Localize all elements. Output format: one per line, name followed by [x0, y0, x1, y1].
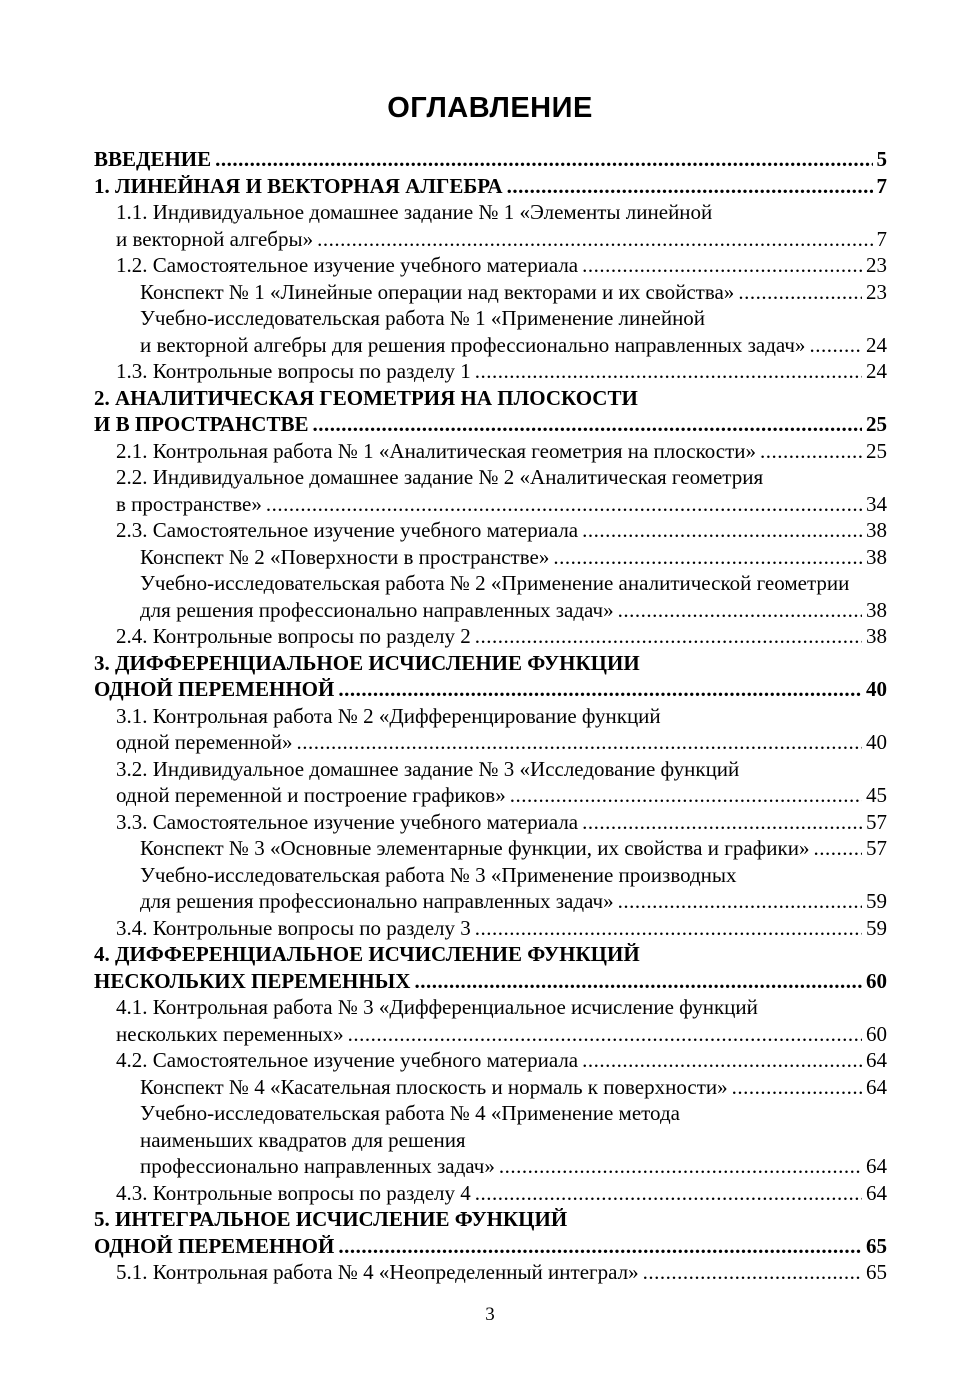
dot-leader — [215, 146, 872, 173]
toc-entry-row — [116, 915, 887, 942]
toc-page-number: 25 — [866, 412, 887, 436]
toc-entry-4-2[interactable] — [94, 1047, 887, 1074]
dot-leader — [475, 1180, 862, 1207]
toc-entry-row — [116, 226, 887, 253]
toc-entry-title: 3.4. Контрольные вопросы по разделу 3 — [116, 915, 471, 940]
page-title: ОГЛАВЛЕНИЕ — [387, 92, 593, 124]
page-number: 3 — [485, 1304, 495, 1325]
dot-leader — [414, 968, 862, 995]
toc-entry-row — [94, 411, 887, 438]
dot-leader — [582, 809, 862, 836]
toc-page-number: 38 — [866, 544, 887, 569]
toc-entry-title: НЕСКОЛЬКИХ ПЕРЕМЕННЫХ — [94, 968, 411, 993]
toc-entry-3-3-research[interactable] — [94, 862, 887, 915]
toc-entry-title: нескольких переменных» — [116, 1021, 344, 1046]
dot-leader — [809, 332, 862, 359]
toc-entry-row — [116, 1047, 887, 1074]
dot-leader — [317, 226, 872, 253]
toc-entry-title: 2.1. Контрольная работа № 1 «Аналитическая геометрия на плоскости» — [116, 438, 756, 463]
toc-entry-row — [116, 252, 887, 279]
toc-entry-title: одной переменной» — [116, 730, 293, 754]
toc-entry-title: ВВЕДЕНИЕ — [94, 147, 212, 171]
dot-leader — [475, 358, 862, 385]
toc-entry-1-2[interactable] — [94, 252, 887, 279]
toc-entry-5-1[interactable] — [94, 1259, 887, 1286]
dot-leader — [553, 544, 862, 571]
dot-leader — [643, 1259, 862, 1286]
toc-entry-row — [140, 332, 887, 359]
toc-entry-row — [94, 676, 887, 703]
toc-page-number: 60 — [866, 1021, 887, 1046]
toc-entry-row — [116, 1180, 887, 1207]
toc-entry-row — [140, 279, 887, 306]
toc-entry-title: 1.3. Контрольные вопросы по разделу 1 — [116, 359, 471, 383]
toc-entry-1-2-notes[interactable] — [94, 279, 887, 306]
dot-leader — [348, 1021, 862, 1048]
dot-leader — [499, 1153, 862, 1180]
toc-page-number: 23 — [866, 279, 887, 304]
toc-page-number: 65 — [866, 1260, 887, 1284]
toc-entry-chapter-4[interactable] — [94, 941, 887, 994]
toc-entry-title: профессионально направленных задач» — [140, 1154, 495, 1178]
dot-leader — [475, 623, 862, 650]
toc-entry-text-line: 5. ИНТЕГРАЛЬНОЕ ИСЧИСЛЕНИЕ ФУНКЦИЙ — [94, 1207, 568, 1231]
dot-leader — [738, 279, 862, 306]
toc-entry-text-line: 2.2. Индивидуальное домашнее задание № 2 «Аналитическая геометрия — [116, 465, 764, 489]
toc-entry-title: для решения профессионально направленных задач» — [140, 889, 614, 913]
toc-entry-text-line: 3.1. Контрольная работа № 2 «Дифференцирование функций — [116, 703, 661, 728]
toc-entry-1-2-research[interactable] — [94, 305, 887, 358]
toc-entry-title: И В ПРОСТРАНСТВЕ — [94, 412, 309, 436]
toc-entry-title: Конспект № 1 «Линейные операции над векторами и их свойства» — [140, 279, 735, 304]
toc-entry-2-4[interactable] — [94, 623, 887, 650]
toc-entry-title: 4.2. Самостоятельное изучение учебного материала — [116, 1048, 579, 1072]
toc-entry-row — [116, 782, 887, 809]
toc-page-number: 23 — [866, 253, 887, 277]
toc-entry-2-2[interactable] — [94, 464, 887, 517]
dot-leader — [312, 411, 862, 438]
toc-entry-title: 5.1. Контрольная работа № 4 «Неопределенный интеграл» — [116, 1260, 639, 1284]
toc-page-number: 7 — [876, 226, 887, 251]
toc-entry-row — [140, 1153, 887, 1180]
toc-entry-2-1[interactable] — [94, 438, 887, 465]
dot-leader — [618, 597, 862, 624]
toc-entry-title: 1.2. Самостоятельное изучение учебного материала — [116, 253, 579, 277]
dot-leader — [618, 888, 862, 915]
dot-leader — [582, 252, 862, 279]
dot-leader — [732, 1074, 862, 1101]
toc-entry-title: и векторной алгебры» — [116, 226, 314, 251]
toc-entry-row — [116, 729, 887, 756]
toc-page-number: 34 — [866, 491, 887, 516]
toc-entry-text-line: 2. АНАЛИТИЧЕСКАЯ ГЕОМЕТРИЯ НА ПЛОСКОСТИ — [94, 385, 638, 410]
dot-leader — [297, 729, 862, 756]
toc-page-number: 59 — [866, 915, 887, 940]
toc-entry-4-2-notes[interactable] — [94, 1074, 887, 1101]
toc-entry-row — [116, 438, 887, 465]
toc-entry-text-line: Учебно-исследовательская работа № 1 «Применение линейной — [140, 306, 706, 330]
toc-entry-row — [140, 544, 887, 571]
toc-entry-title: 4.3. Контрольные вопросы по разделу 4 — [116, 1180, 471, 1205]
toc-page-number: 38 — [866, 597, 887, 622]
toc-entry-1-3[interactable] — [94, 358, 887, 385]
toc-entry-text-line: наименьших квадратов для решения — [140, 1127, 466, 1152]
toc-page-number: 5 — [876, 147, 887, 171]
dot-leader — [760, 438, 862, 465]
toc-entry-chapter-1[interactable] — [94, 173, 887, 200]
dot-leader — [582, 1047, 862, 1074]
toc-entry-3-2[interactable] — [94, 756, 887, 809]
toc-entry-1-1[interactable] — [94, 199, 887, 252]
dot-leader — [582, 517, 862, 544]
toc-entry-chapter-3[interactable] — [94, 650, 887, 703]
toc-page-number: 57 — [866, 836, 887, 860]
toc-entry-title: в пространстве» — [116, 491, 262, 516]
toc-entry-4-1[interactable] — [94, 994, 887, 1047]
toc-page-number: 25 — [866, 438, 887, 463]
toc-entry-row — [116, 809, 887, 836]
toc-entry-3-4[interactable] — [94, 915, 887, 942]
toc-entry-2-3-notes[interactable] — [94, 544, 887, 571]
toc-page-number: 64 — [866, 1048, 887, 1072]
dot-leader — [507, 173, 873, 200]
toc-entry-title: 1. ЛИНЕЙНАЯ И ВЕКТОРНАЯ АЛГЕБРА — [94, 173, 503, 198]
toc-page-number: 40 — [866, 730, 887, 754]
toc-entry-text-line: Учебно-исследовательская работа № 2 «Применение аналитической геометрии — [140, 571, 850, 595]
toc-entry-title: 2.4. Контрольные вопросы по разделу 2 — [116, 624, 471, 648]
toc-entry-4-3[interactable] — [94, 1180, 887, 1207]
dot-leader — [510, 782, 862, 809]
toc-entry-text-line: Учебно-исследовательская работа № 3 «Применение производных — [140, 862, 737, 887]
toc-entry-row — [94, 968, 887, 995]
toc-entry-title: 3.3. Самостоятельное изучение учебного материала — [116, 809, 579, 834]
toc-page-number: 45 — [866, 783, 887, 807]
toc-entry-text-line: 1.1. Индивидуальное домашнее задание № 1 «Элементы линейной — [116, 200, 713, 224]
toc-page-number: 57 — [866, 809, 887, 834]
toc-entry-row — [116, 491, 887, 518]
toc-entry-title: Конспект № 4 «Касательная плоскость и нормаль к поверхности» — [140, 1074, 728, 1099]
toc-entry-introduction[interactable] — [94, 146, 887, 173]
toc-entry-row — [116, 358, 887, 385]
toc-page-number: 64 — [866, 1154, 887, 1178]
toc-entry-row — [140, 888, 887, 915]
toc-entry-row — [94, 146, 887, 173]
toc-entry-chapter-2[interactable] — [94, 385, 887, 438]
toc-page-number: 59 — [866, 889, 887, 913]
toc-entry-text-line: Учебно-исследовательская работа № 4 «Применение метода — [140, 1101, 680, 1125]
toc-entry-2-3[interactable] — [94, 517, 887, 544]
toc-entry-text-line: 4.1. Контрольная работа № 3 «Дифференциальное исчисление функций — [116, 995, 758, 1019]
dot-leader — [813, 835, 862, 862]
toc-entry-row — [116, 517, 887, 544]
toc-entry-2-3-research[interactable] — [94, 570, 887, 623]
toc-entry-text-line: 3.2. Индивидуальное домашнее задание № 3 «Исследование функций — [116, 756, 740, 781]
toc-entry-title: 2.3. Самостоятельное изучение учебного материала — [116, 518, 579, 542]
toc-entry-row — [140, 835, 887, 862]
toc-page-number: 38 — [866, 518, 887, 542]
toc-entry-row — [94, 173, 887, 200]
toc-entry-title: и векторной алгебры для решения профессионально направленных задач» — [140, 332, 806, 357]
toc-entry-row — [116, 623, 887, 650]
toc-entry-row — [140, 1074, 887, 1101]
toc-entry-text-line: 3. ДИФФЕРЕНЦИАЛЬНОЕ ИСЧИСЛЕНИЕ ФУНКЦИИ — [94, 650, 640, 675]
toc-page-number: 24 — [866, 332, 887, 357]
toc-entry-title: Конспект № 3 «Основные элементарные функции, их свойства и графики» — [140, 836, 810, 860]
toc-entry-3-1[interactable] — [94, 703, 887, 756]
dot-leader — [338, 676, 862, 703]
toc-page-number: 7 — [876, 173, 887, 198]
toc-entry-chapter-5[interactable] — [94, 1206, 887, 1259]
toc-entry-row — [140, 597, 887, 624]
toc-entry-title: ОДНОЙ ПЕРЕМЕННОЙ — [94, 1233, 335, 1258]
toc-page-number: 64 — [866, 1180, 887, 1205]
toc-entry-text-line: 4. ДИФФЕРЕНЦИАЛЬНОЕ ИСЧИСЛЕНИЕ ФУНКЦИЙ — [94, 942, 640, 966]
dot-leader — [475, 915, 862, 942]
toc-entry-title: Конспект № 2 «Поверхности в пространстве» — [140, 544, 550, 569]
toc-entry-3-3-notes[interactable] — [94, 835, 887, 862]
toc-entry-title: одной переменной и построение графиков» — [116, 783, 506, 807]
toc-entry-4-2-research[interactable] — [94, 1100, 887, 1180]
toc-entry-title: для решения профессионально направленных задач» — [140, 597, 614, 622]
toc-entry-row — [116, 1021, 887, 1048]
dot-leader — [266, 491, 862, 518]
toc-page-number: 65 — [866, 1233, 887, 1258]
table-of-contents — [94, 146, 887, 1286]
toc-page-number: 40 — [866, 677, 887, 701]
toc-entry-row — [94, 1233, 887, 1260]
toc-page-number: 38 — [866, 624, 887, 648]
toc-page-number: 24 — [866, 359, 887, 383]
toc-page-number: 60 — [866, 968, 887, 993]
toc-entry-3-3[interactable] — [94, 809, 887, 836]
toc-entry-row — [116, 1259, 887, 1286]
toc-page-number: 64 — [866, 1074, 887, 1099]
dot-leader — [338, 1233, 862, 1260]
toc-entry-title: ОДНОЙ ПЕРЕМЕННОЙ — [94, 677, 335, 701]
